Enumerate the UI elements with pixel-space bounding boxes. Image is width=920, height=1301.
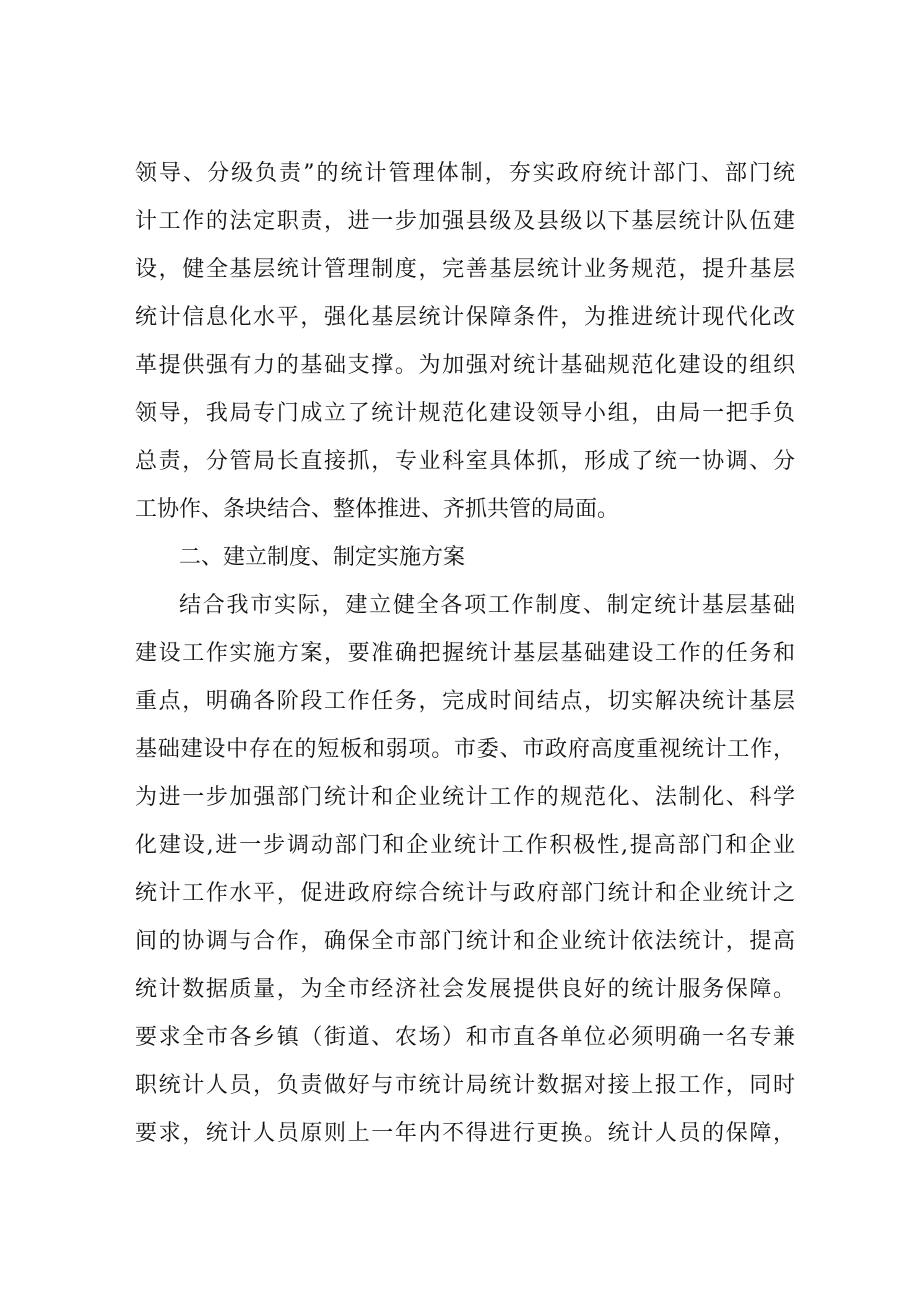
paragraph-line: 统计数据质量，为全市经济社会发展提供良好的统计服务保障。 xyxy=(135,977,795,1002)
paragraph-line: 化建设,进一步调动部门和企业统计工作积极性,提高部门和企业 xyxy=(135,833,795,858)
paragraph-line: 职统计人员，负责做好与市统计局统计数据对接上报工作，同时 xyxy=(135,1073,795,1098)
paragraph-1 xyxy=(135,150,795,534)
paragraph-line: 革提供强有力的基础支撑。为加强对统计基础规范化建设的组织 xyxy=(135,353,795,378)
paragraph-line: 要求全市各乡镇（街道、农场）和市直各单位必须明确一名专兼 xyxy=(135,1025,795,1050)
paragraph-line: 建设工作实施方案，要准确把握统计基层基础建设工作的任务和 xyxy=(135,641,795,666)
paragraph-line: 基础建设中存在的短板和弱项。市委、市政府高度重视统计工作， xyxy=(135,737,795,762)
paragraph-line: 设，健全基层统计管理制度，完善基层统计业务规范，提升基层 xyxy=(135,257,795,282)
paragraph-line: 结合我市实际，建立健全各项工作制度、制定统计基层基础 xyxy=(179,593,795,618)
paragraph-line: 总责，分管局长直接抓，专业科室具体抓，形成了统一协调、分 xyxy=(135,449,795,474)
paragraph-line: 领导，我局专门成立了统计规范化建设领导小组，由局一把手负 xyxy=(135,401,795,426)
paragraph-line: 统计工作水平，促进政府综合统计与政府部门统计和企业统计之 xyxy=(135,881,795,906)
document-body xyxy=(135,150,795,1158)
paragraph-line: 重点，明确各阶段工作任务，完成时间结点，切实解决统计基层 xyxy=(135,689,795,714)
paragraph-line: 统计信息化水平，强化基层统计保障条件，为推进统计现代化改 xyxy=(135,305,795,330)
paragraph-line: 计工作的法定职责，进一步加强县级及县级以下基层统计队伍建 xyxy=(135,209,795,234)
paragraph-line: 为进一步加强部门统计和企业统计工作的规范化、法制化、科学 xyxy=(135,785,795,810)
paragraph-line: 工协作、条块结合、整体推进、齐抓共管的局面。 xyxy=(135,497,620,522)
paragraph-line: 间的协调与合作，确保全市部门统计和企业统计依法统计，提高 xyxy=(135,929,795,954)
paragraph-line: 领导、分级负责”的统计管理体制，夯实政府统计部门、部门统 xyxy=(135,161,795,186)
section-heading: 二、建立制度、制定实施方案 xyxy=(179,545,466,570)
paragraph-2 xyxy=(135,582,795,1158)
paragraph-line: 要求，统计人员原则上一年内不得进行更换。统计人员的保障， xyxy=(135,1121,795,1146)
